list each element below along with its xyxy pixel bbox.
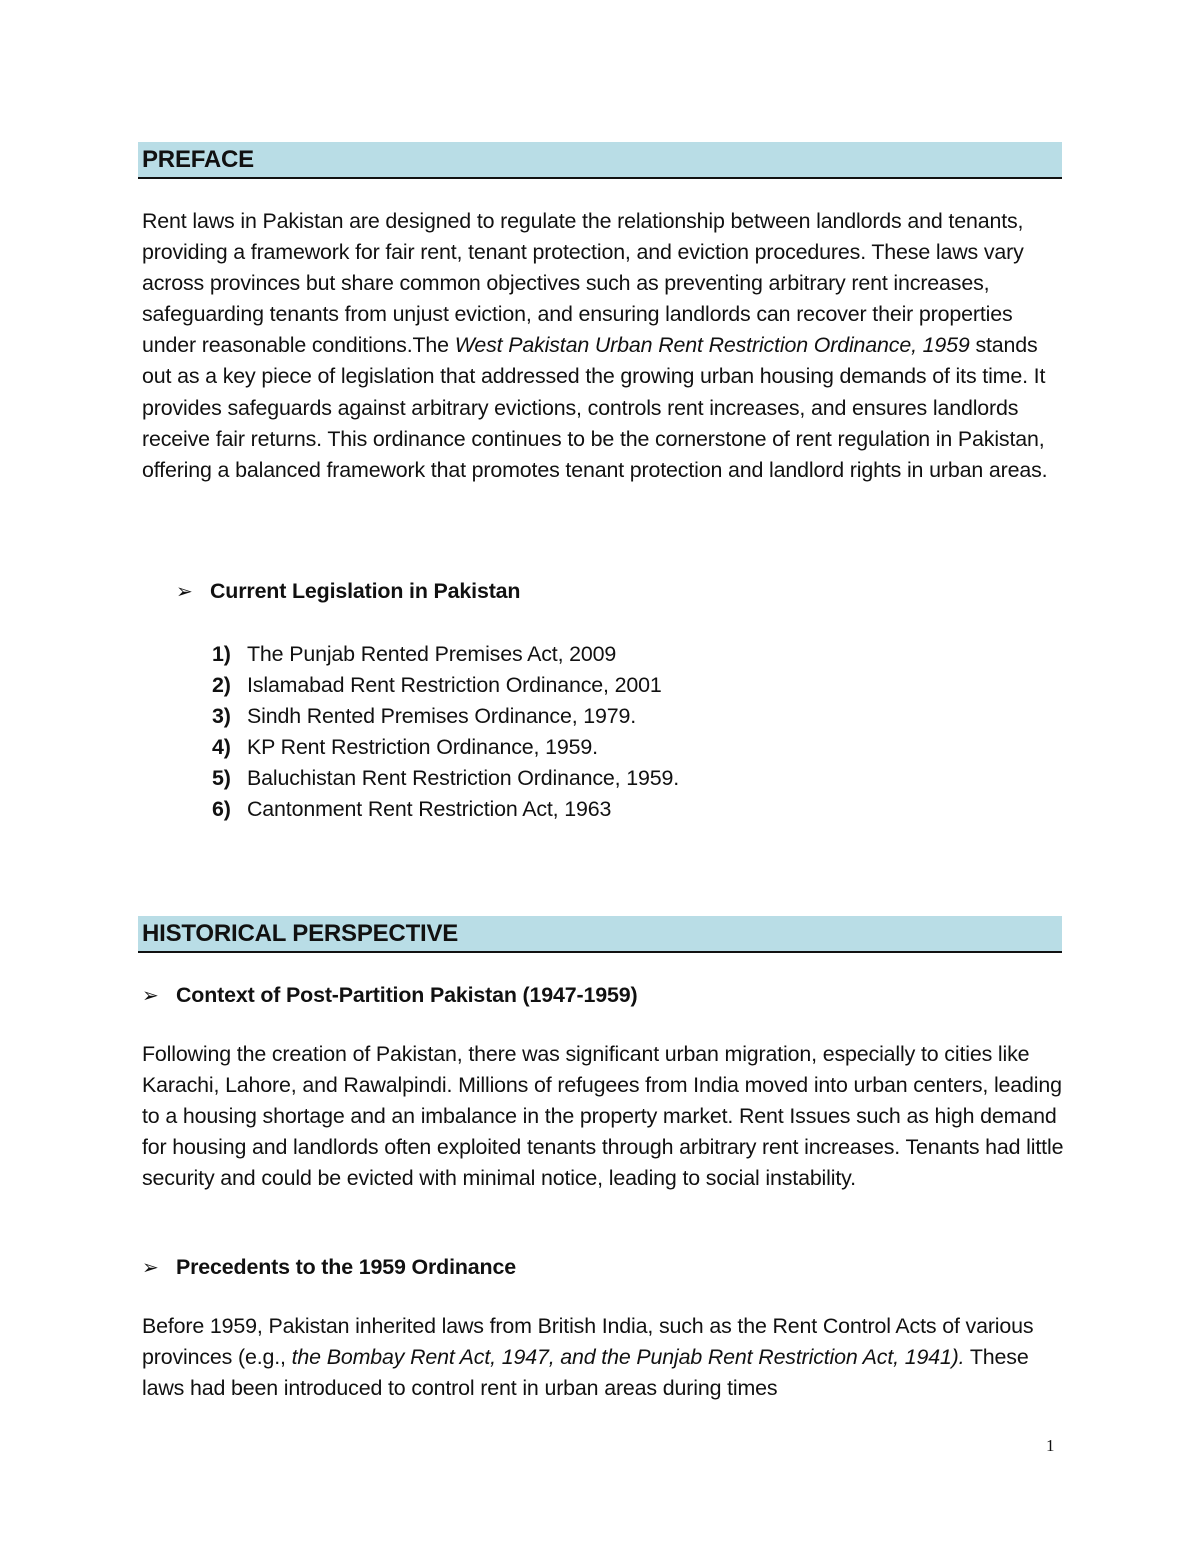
list-text: Sindh Rented Premises Ordinance, 1979. <box>247 704 637 729</box>
preface-text-2: stands out as a key piece of legislation that addressed the growing urban housing demands of its time. It provides safeguards against arbitrary evictions, controls rent increases, and ensures landlords receive fair returns. This ordinance continues to be the cornerstone of rent regulation in Pakistan, offering a balanced framework that promotes tenant protection and landlord rights in urban areas. <box>142 333 1048 482</box>
list-text: Islamabad Rent Restriction Ordinance, 2001 <box>247 673 662 698</box>
list-text: Baluchistan Rent Restriction Ordinance, 1959. <box>247 766 679 791</box>
legislation-list <box>212 639 679 826</box>
arrow-bullet-icon: ➢ <box>142 1257 159 1279</box>
list-text: The Punjab Rented Premises Act, 2009 <box>247 642 617 666</box>
post-partition-paragraph: Following the creation of Pakistan, there was significant urban migration, especially to cities like Karachi, Lahore, and Rawalpindi. Millions of refugees from India moved into urban centers, leading to a housing shortage and an imbalance in the property market. Rent Issues such as high demand for housing and landlords often exploited tenants through arbitrary rent increases. Tenants had little security and could be evicted with minimal notice, leading to social instability. <box>142 1042 1064 1191</box>
list-item <box>212 794 679 825</box>
list-item <box>212 670 679 701</box>
list-number: 5) <box>212 766 231 791</box>
historical-perspective-heading: HISTORICAL PERSPECTIVE <box>138 916 1062 953</box>
list-number: 6) <box>212 797 231 822</box>
list-number: 2) <box>212 673 231 698</box>
list-item <box>212 639 679 670</box>
list-number: 1) <box>212 642 231 666</box>
subheading-text: Precedents to the 1959 Ordinance <box>176 1255 516 1279</box>
list-number: 3) <box>212 704 231 729</box>
list-number: 4) <box>212 735 231 760</box>
precedents-text-2: These laws had been introduced to control rent in urban areas during times <box>142 1345 1029 1401</box>
list-text: Cantonment Rent Restriction Act, 1963 <box>247 797 612 822</box>
preface-text-1: Rent laws in Pakistan are designed to regulate the relationship between landlords and tenants, providing a framework for fair rent, tenant protection, and eviction procedures. These laws vary across provinces but share common objectives such as preventing arbitrary rent increases, safeguarding tenants from unjust eviction, and ensuring landlords can recover their properties under reasonable conditions.The <box>142 209 1024 358</box>
precedents-paragraph <box>142 1311 1067 1404</box>
page-number: 1 <box>1046 1436 1055 1455</box>
preface-ordinance-italic: West Pakistan Urban Rent Restriction Ordinance, 1959 <box>454 333 970 358</box>
arrow-bullet-icon: ➢ <box>142 985 159 1007</box>
list-item <box>212 732 679 763</box>
list-text: KP Rent Restriction Ordinance, 1959. <box>247 735 598 760</box>
precedents-text-1: Before 1959, Pakistan inherited laws from British India, such as the Rent Control Acts of various provinces (e.g., <box>142 1314 1034 1370</box>
list-item <box>212 701 679 732</box>
subheading-text: Current Legislation in Pakistan <box>210 579 521 603</box>
post-partition-subheading <box>142 980 637 1012</box>
preface-heading: PREFACE <box>138 142 1062 179</box>
arrow-bullet-icon: ➢ <box>176 581 193 603</box>
current-legislation-subheading <box>176 576 520 608</box>
list-item <box>212 763 679 794</box>
subheading-text: Context of Post-Partition Pakistan (1947-1959) <box>176 983 638 1007</box>
precedents-subheading <box>142 1252 516 1284</box>
precedents-acts-italic: the Bombay Rent Act, 1947, and the Punjab Rent Restriction Act, 1941). <box>291 1345 965 1370</box>
preface-paragraph <box>142 206 1067 486</box>
